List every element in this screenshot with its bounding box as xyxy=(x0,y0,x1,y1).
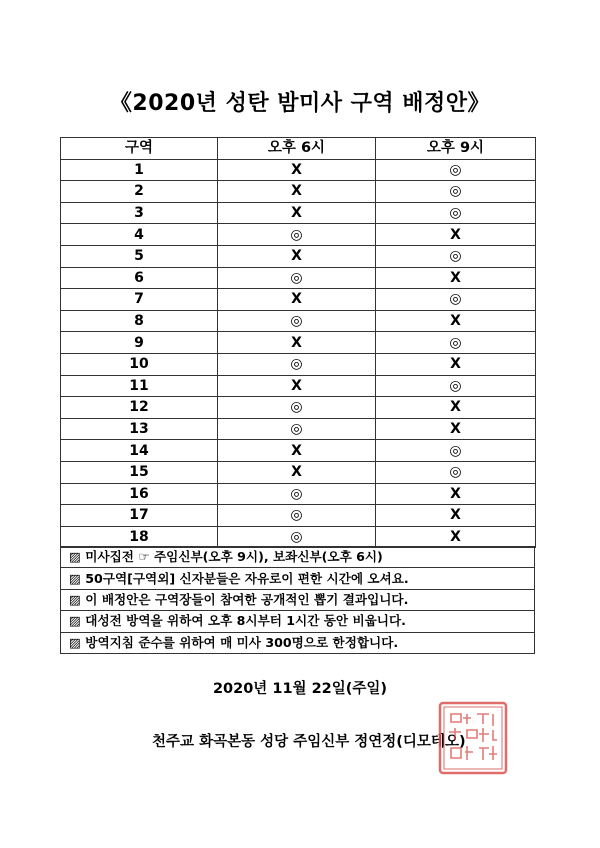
pm6-assignment-cell: ◎ xyxy=(218,353,376,375)
pm9-assignment-cell: ◎ xyxy=(376,202,536,224)
zone-number-cell: 2 xyxy=(61,181,218,203)
signature-line: 천주교 화곡본동 성당 주임신부 정연정(디모테오) xyxy=(152,734,466,750)
table-row xyxy=(61,267,536,289)
table-row xyxy=(61,310,536,332)
zone-number-cell: 7 xyxy=(61,289,218,311)
pm9-assignment-cell: X xyxy=(376,483,536,505)
pm6-assignment-cell: X xyxy=(218,375,376,397)
zone-number-cell: 8 xyxy=(61,310,218,332)
zone-number-cell: 4 xyxy=(61,224,218,246)
pm9-assignment-cell: ◎ xyxy=(376,159,536,181)
zone-number-cell: 6 xyxy=(61,267,218,289)
header-zone: 구역 xyxy=(61,138,218,160)
pm9-assignment-cell: X xyxy=(376,224,536,246)
zone-number-cell: 1 xyxy=(61,159,218,181)
table-row xyxy=(61,397,536,419)
note-item: ▨ 50구역[구역외] 신자분들은 자유로이 편한 시간에 오셔요. xyxy=(61,568,535,589)
table-row xyxy=(61,353,536,375)
table-row xyxy=(61,159,536,181)
table-row xyxy=(61,461,536,483)
note-item: ▨ 미사집전 ☞ 주임신부(오후 9시), 보좌신부(오후 6시) xyxy=(61,547,535,568)
zone-number-cell: 11 xyxy=(61,375,218,397)
pm6-assignment-cell: ◎ xyxy=(218,224,376,246)
zone-number-cell: 13 xyxy=(61,418,218,440)
pm6-assignment-cell: X xyxy=(218,245,376,267)
pm6-assignment-cell: X xyxy=(218,289,376,311)
pm9-assignment-cell: ◎ xyxy=(376,440,536,462)
pm9-assignment-cell: ◎ xyxy=(376,332,536,354)
zone-number-cell: 3 xyxy=(61,202,218,224)
document-title: 《2020년 성탄 밤미사 구역 배정안》 xyxy=(109,91,491,116)
pm9-assignment-cell: ◎ xyxy=(376,461,536,483)
pm6-assignment-cell: X xyxy=(218,461,376,483)
table-row xyxy=(61,202,536,224)
table-row xyxy=(61,289,536,311)
table-row xyxy=(61,224,536,246)
table-row xyxy=(61,526,536,548)
table-row xyxy=(61,505,536,527)
pm9-assignment-cell: X xyxy=(376,397,536,419)
pm6-assignment-cell: X xyxy=(218,159,376,181)
pm6-assignment-cell: ◎ xyxy=(218,310,376,332)
zone-number-cell: 5 xyxy=(61,245,218,267)
note-item: ▨ 대성전 방역을 위하여 오후 8시부터 1시간 동안 비웁니다. xyxy=(61,611,535,632)
header-pm9: 오후 9시 xyxy=(376,138,536,160)
pm6-assignment-cell: ◎ xyxy=(218,526,376,548)
pm9-assignment-cell: ◎ xyxy=(376,375,536,397)
table-header-row xyxy=(61,138,536,160)
header-pm6: 오후 6시 xyxy=(218,138,376,160)
pm9-assignment-cell: X xyxy=(376,267,536,289)
pm9-assignment-cell: ◎ xyxy=(376,181,536,203)
pm9-assignment-cell: X xyxy=(376,526,536,548)
zone-number-cell: 17 xyxy=(61,505,218,527)
zone-number-cell: 12 xyxy=(61,397,218,419)
pm6-assignment-cell: X xyxy=(218,440,376,462)
pm6-assignment-cell: ◎ xyxy=(218,397,376,419)
zone-schedule-table xyxy=(60,137,536,548)
pm6-assignment-cell: X xyxy=(218,181,376,203)
table-row xyxy=(61,375,536,397)
zone-number-cell: 9 xyxy=(61,332,218,354)
pm9-assignment-cell: ◎ xyxy=(376,245,536,267)
pm6-assignment-cell: ◎ xyxy=(218,505,376,527)
pm9-assignment-cell: X xyxy=(376,418,536,440)
pm6-assignment-cell: X xyxy=(218,332,376,354)
pm9-assignment-cell: ◎ xyxy=(376,289,536,311)
table-row xyxy=(61,483,536,505)
note-item: ▨ 방역지침 준수를 위하여 매 미사 300명으로 한정합니다. xyxy=(61,632,535,653)
pm9-assignment-cell: X xyxy=(376,310,536,332)
zone-number-cell: 18 xyxy=(61,526,218,548)
note-item: ▨ 이 배정안은 구역장들이 참여한 공개적인 뽑기 결과입니다. xyxy=(61,589,535,610)
pm9-assignment-cell: X xyxy=(376,505,536,527)
pm6-assignment-cell: X xyxy=(218,202,376,224)
pm9-assignment-cell: X xyxy=(376,353,536,375)
pm6-assignment-cell: ◎ xyxy=(218,418,376,440)
table-row xyxy=(61,181,536,203)
zone-number-cell: 10 xyxy=(61,353,218,375)
zone-number-cell: 14 xyxy=(61,440,218,462)
table-row xyxy=(61,245,536,267)
table-row xyxy=(61,332,536,354)
zone-number-cell: 15 xyxy=(61,461,218,483)
pm6-assignment-cell: ◎ xyxy=(218,267,376,289)
official-seal xyxy=(437,700,509,776)
table-row xyxy=(61,418,536,440)
notes-box xyxy=(60,546,535,654)
zone-number-cell: 16 xyxy=(61,483,218,505)
table-row xyxy=(61,440,536,462)
pm6-assignment-cell: ◎ xyxy=(218,483,376,505)
document-date: 2020년 11월 22일(주일) xyxy=(212,681,388,697)
